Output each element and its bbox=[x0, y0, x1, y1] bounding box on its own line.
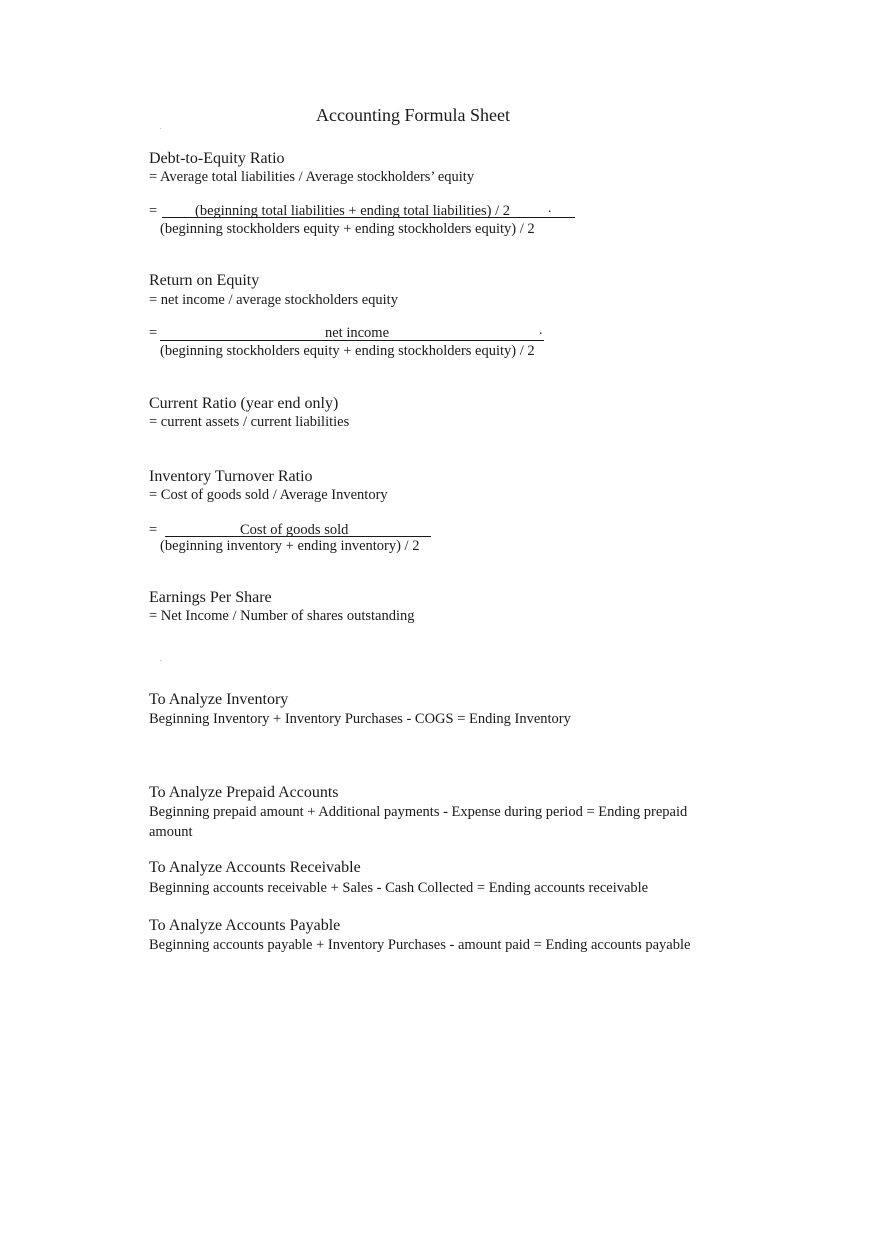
current-ratio-heading: Current Ratio (year end only) bbox=[149, 395, 339, 412]
roe-formula: = net income / average stockholders equity bbox=[149, 292, 398, 308]
roe-period: . bbox=[539, 323, 543, 338]
roe-heading: Return on Equity bbox=[149, 272, 260, 289]
inventory-turnover-heading: Inventory Turnover Ratio bbox=[149, 468, 313, 485]
analyze-prepaid-formula-cont: amount bbox=[149, 824, 193, 840]
current-ratio-formula: = current assets / current liabilities bbox=[149, 414, 350, 430]
inventory-turnover-fraction-bar bbox=[165, 536, 431, 537]
roe-denominator: (beginning stockholders equity + ending stockholders equity) / 2 bbox=[160, 343, 535, 359]
eps-formula: = Net Income / Number of shares outstanding bbox=[149, 608, 415, 624]
inventory-turnover-denominator: (beginning inventory + ending inventory) / 2 bbox=[160, 538, 420, 554]
debt-to-equity-formula: = Average total liabilities / Average stockholders’ equity bbox=[149, 169, 475, 185]
eps-heading: Earnings Per Share bbox=[149, 589, 272, 606]
inventory-turnover-eq-sign: = bbox=[149, 522, 158, 538]
analyze-ap-formula: Beginning accounts payable + Inventory Purchases - amount paid = Ending accounts payable bbox=[149, 937, 691, 953]
analyze-prepaid-heading: To Analyze Prepaid Accounts bbox=[149, 784, 339, 801]
debt-to-equity-fraction-bar bbox=[162, 217, 575, 218]
analyze-prepaid-formula: Beginning prepaid amount + Additional payments - Expense during period = Ending prepaid bbox=[149, 804, 688, 820]
debt-to-equity-period: . bbox=[548, 201, 552, 216]
scan-speck bbox=[160, 660, 161, 661]
analyze-inventory-formula: Beginning Inventory + Inventory Purchases - COGS = Ending Inventory bbox=[149, 711, 571, 727]
roe-fraction-bar bbox=[160, 340, 544, 341]
inventory-turnover-formula: = Cost of goods sold / Average Inventory bbox=[149, 487, 388, 503]
debt-to-equity-denominator: (beginning stockholders equity + ending stockholders equity) / 2 bbox=[160, 221, 535, 237]
roe-numerator: net income bbox=[325, 325, 390, 341]
analyze-ap-heading: To Analyze Accounts Payable bbox=[149, 917, 341, 934]
scan-speck bbox=[160, 128, 161, 129]
inventory-turnover-numerator: Cost of goods sold bbox=[240, 522, 349, 538]
page-title: Accounting Formula Sheet bbox=[316, 105, 510, 125]
analyze-ar-heading: To Analyze Accounts Receivable bbox=[149, 859, 361, 876]
debt-to-equity-eq-sign: = bbox=[149, 203, 158, 219]
analyze-ar-formula: Beginning accounts receivable + Sales - Cash Collected = Ending accounts receivable bbox=[149, 880, 649, 896]
debt-to-equity-numerator: (beginning total liabilities + ending total liabilities) / 2 bbox=[195, 203, 511, 219]
roe-eq-sign: = bbox=[149, 325, 158, 341]
analyze-inventory-heading: To Analyze Inventory bbox=[149, 691, 289, 708]
debt-to-equity-heading: Debt-to-Equity Ratio bbox=[149, 150, 285, 167]
